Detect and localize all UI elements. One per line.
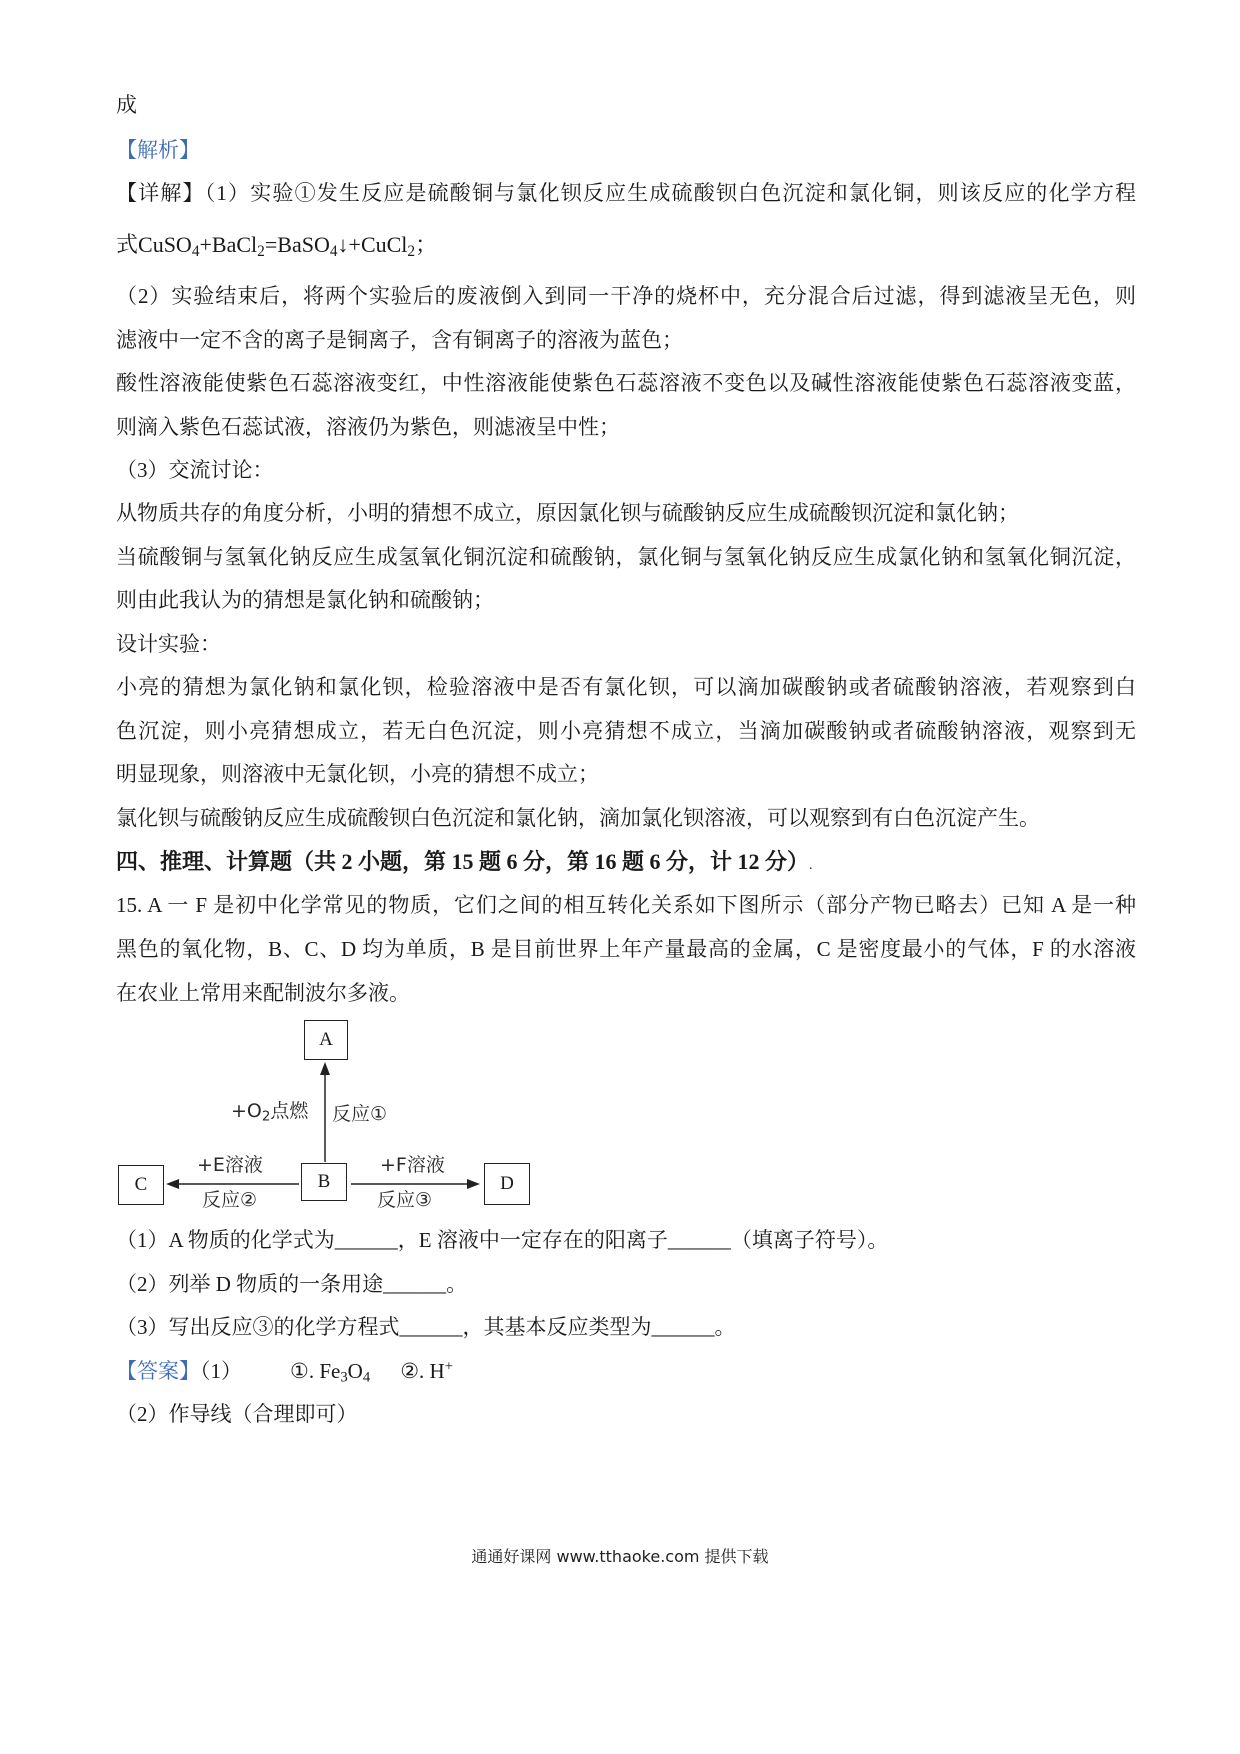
- node-d: D: [484, 1163, 530, 1205]
- answer-item1-mid: O: [347, 1359, 363, 1383]
- q15-stem-line: 在农业上常用来配制波尔多液。: [116, 981, 410, 1005]
- section-heading-mark: .: [809, 858, 813, 873]
- equation-cucl: ↓+CuCl: [337, 232, 408, 257]
- continuation-text: 成: [116, 93, 137, 117]
- label-reaction-1: 反应①: [332, 1103, 388, 1125]
- detail-text-1: （1）实验①发生反应是硫酸铜与氯化钡反应生成硫酸钡白色沉淀和氯化铜，则该反应的化学方程: [204, 181, 1137, 205]
- condition-b-to-a: [231, 1098, 308, 1124]
- page-footer: 通通好课网 www.tthaoke.com 提供下载: [471, 1547, 769, 1566]
- answer-line-2: （2）作导线（合理即可）: [116, 1402, 358, 1426]
- condition-o2-suffix: 点燃: [270, 1100, 309, 1122]
- answer-item2-sup: +: [444, 1358, 453, 1375]
- part2-line: 则滴入紫色石蕊试液，溶液仍为紫色，则滤液呈中性；: [116, 415, 620, 439]
- condition-o2-prefix: +O: [231, 1100, 262, 1122]
- part3-line: 设计实验：: [116, 632, 221, 656]
- equation-cuso: CuSO: [138, 232, 192, 257]
- equation-sub: 4: [191, 242, 200, 260]
- part3-line: 氯化钡与硫酸钠反应生成硫酸钡白色沉淀和氯化钠，滴加氯化钡溶液，可以观察到有白色沉淀产生。: [116, 806, 1040, 830]
- part2-line: （2）实验结束后，将两个实验后的废液倒入到同一干净的烧杯中，充分混合后过滤，得到滤液呈无色，则: [116, 284, 1136, 308]
- q15-stem-line: 15. A 一 F 是初中化学常见的物质，它们之间的相互转化关系如下图所示（部分产物已略去）已知 A 是一种: [116, 893, 1136, 917]
- answer-item1-sub: 4: [362, 1369, 371, 1386]
- part3-line: 从物质共存的角度分析，小明的猜想不成立，原因氯化钡与硫酸钠反应生成硫酸钡沉淀和氯化钠；: [116, 501, 1019, 525]
- answer-item1-prefix: ①. Fe: [290, 1359, 341, 1383]
- condition-b-to-c: +E溶液: [197, 1154, 263, 1176]
- equation-prefix: 式: [116, 232, 139, 257]
- part3-line: 色沉淀，则小亮猜想成立，若无白色沉淀，则小亮猜想不成立，当滴加碳酸钠或者硫酸钠溶液，观察到无: [116, 719, 1136, 743]
- part2-line: 滤液中一定不含的离子是铜离子，含有铜离子的溶液为蓝色；: [116, 328, 683, 352]
- node-a: A: [304, 1020, 348, 1060]
- equation-sub: 2: [257, 242, 265, 260]
- answer-item1-sub: 3: [340, 1369, 348, 1386]
- condition-o2-sub: 2: [261, 1109, 271, 1125]
- answer-part1-label: （1）: [200, 1359, 242, 1383]
- q15-stem-line: 黑色的氧化物，B、C、D 均为单质，B 是目前世界上年产量最高的金属，C 是密度最小的气体，F 的水溶液: [116, 937, 1136, 961]
- condition-b-to-d: +F溶液: [380, 1154, 445, 1176]
- section-heading: [116, 848, 813, 880]
- node-c: C: [118, 1165, 164, 1205]
- part2-line: 酸性溶液能使紫色石蕊溶液变红，中性溶液能使紫色石蕊溶液不变色以及碱性溶液能使紫色石蕊溶液变蓝，: [116, 371, 1136, 395]
- q15-question: （1）A 物质的化学式为______，E 溶液中一定存在的阳离子______（填离子符号）。: [116, 1228, 889, 1252]
- part3-line: （3）交流讨论：: [116, 458, 274, 482]
- part3-line: 明显现象，则溶液中无氯化钡，小亮的猜想不成立；: [116, 762, 599, 786]
- answer-item2-prefix: ②. H: [400, 1359, 445, 1383]
- equation-end: ；: [415, 232, 438, 257]
- section-heading-text: 四、推理、计算题（共 2 小题，第 15 题 6 分，第 16 题 6 分，计 12 分）: [116, 849, 810, 874]
- part3-line: 小亮的猜想为氯化钠和氯化钡，检验溶液中是否有氯化钡，可以滴加碳酸钠或者硫酸钠溶液，若观察到白: [116, 675, 1136, 699]
- node-b: B: [301, 1163, 347, 1201]
- equation-sub: 4: [329, 242, 338, 260]
- analysis-tag: 【解析】: [116, 138, 200, 162]
- answer-line-1: [116, 1357, 453, 1385]
- arrow-b-to-a: [320, 1062, 330, 1162]
- q15-question: （2）列举 D 物质的一条用途______。: [116, 1272, 468, 1296]
- chemical-equation: [116, 231, 437, 259]
- equation-baso: =BaSO: [264, 232, 330, 257]
- detail-line-1: [116, 179, 1136, 207]
- equation-sub: 2: [407, 242, 416, 260]
- equation-bacl: +BaCl: [199, 232, 258, 257]
- part3-line: 则由此我认为的猜想是氯化钠和硫酸钠；: [116, 588, 494, 612]
- detail-tag: 【详解】: [116, 181, 205, 205]
- label-reaction-3: 反应③: [377, 1189, 433, 1211]
- answer-tag: 【答案】: [116, 1359, 200, 1383]
- label-reaction-2: 反应②: [202, 1189, 258, 1211]
- part3-line: 当硫酸铜与氢氧化钠反应生成氢氧化铜沉淀和硫酸钠，氯化铜与氢氧化钠反应生成氯化钠和氢氧化铜沉淀，: [116, 545, 1136, 569]
- q15-question: （3）写出反应③的化学方程式______，其基本反应类型为______。: [116, 1315, 736, 1339]
